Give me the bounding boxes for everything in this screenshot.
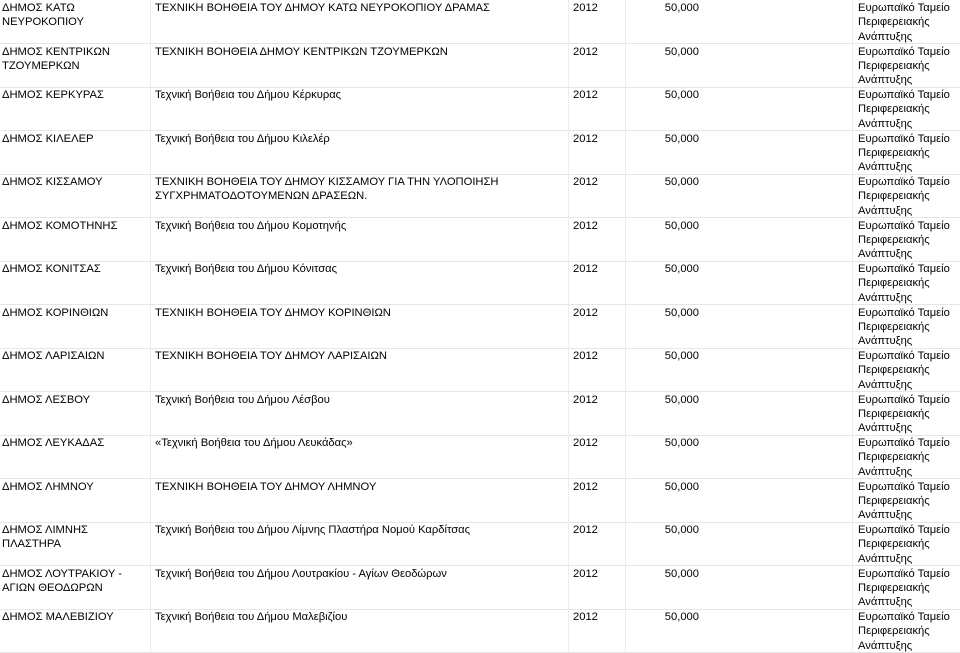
year-cell[interactable]: 2012 [573, 306, 598, 319]
fund-cell[interactable] [858, 1, 960, 44]
table-row[interactable] [0, 88, 960, 131]
municipality-cell[interactable]: ΔΗΜΟΣ ΛΗΜΝΟΥ [2, 480, 94, 493]
fund-text-line: Ανάπτυξης [858, 161, 913, 174]
municipality-cell[interactable]: ΔΗΜΟΣ ΚΟΡΙΝΘΙΩΝ [2, 306, 109, 319]
amount-cell[interactable]: 50,000 [664, 524, 699, 536]
fund-text-line: Περιφερειακής [858, 103, 930, 116]
fund-text-line: Ευρωπαϊκό Ταμείο [858, 524, 950, 536]
fund-text-line: Περιφερειακής [858, 59, 930, 72]
fund-text-line: Ευρωπαϊκό Ταμείο [858, 2, 950, 14]
fund-text-line: Περιφερειακής [858, 625, 930, 638]
table-row[interactable] [0, 393, 960, 436]
fund-text-line: Ανάπτυξης [858, 378, 913, 391]
amount-cell[interactable]: 50,000 [664, 176, 699, 188]
fund-text-line: Ευρωπαϊκό Ταμείο [858, 350, 950, 362]
municipality-cell[interactable]: ΔΗΜΟΣ ΚΙΛΕΛΕΡ [2, 132, 94, 145]
fund-text-line: Ανάπτυξης [858, 291, 913, 304]
year-cell[interactable]: 2012 [573, 176, 598, 188]
amount-cell[interactable]: 50,000 [664, 2, 699, 14]
fund-text-line: Περιφερειακής [858, 190, 930, 203]
fund-text-line: Ευρωπαϊκό Ταμείο [858, 219, 950, 232]
project-title-cell[interactable]: ΤΕΧΝΙΚΗ ΒΟΗΘΕΙΑ ΤΟΥ ΔΗΜΟΥ ΛΑΡΙΣΑΙΩΝ [155, 350, 387, 362]
project-title-cell[interactable]: Τεχνική Βοήθεια του Δήμου Κιλελέρ [155, 132, 330, 145]
year-cell[interactable]: 2012 [573, 393, 598, 406]
fund-cell[interactable] [858, 306, 960, 349]
year-cell[interactable]: 2012 [573, 611, 598, 623]
table-row[interactable] [0, 610, 960, 653]
municipality-cell[interactable]: ΔΗΜΟΣ ΛΙΜΝΗΣ ΠΛΑΣΤΗΡΑ [2, 524, 88, 551]
project-title-cell[interactable]: ΤΕΧΝΙΚΗ ΒΟΗΘΕΙΑ ΔΗΜΟΥ ΚΕΝΤΡΙΚΩΝ ΤΖΟΥΜΕΡΚΩΝ [155, 45, 448, 58]
fund-text-line: Περιφερειακής [858, 581, 930, 594]
amount-cell[interactable]: 50,000 [664, 611, 699, 623]
table-row[interactable] [0, 306, 960, 349]
project-title-cell[interactable]: Τεχνική Βοήθεια του Δήμου Κέρκυρας [155, 89, 342, 101]
municipality-cell[interactable]: ΔΗΜΟΣ ΚΑΤΩ ΝΕΥΡΟΚΟΠΙΟΥ [2, 2, 84, 29]
fund-text-line: Περιφερειακής [858, 494, 930, 507]
fund-text-line: Ανάπτυξης [858, 465, 913, 478]
municipality-cell[interactable]: ΔΗΜΟΣ ΛΑΡΙΣΑΙΩΝ [2, 350, 105, 362]
project-title-cell[interactable]: ΤΕΧΝΙΚΗ ΒΟΗΘΕΙΑ ΤΟΥ ΔΗΜΟΥ ΛΗΜΝΟΥ [155, 480, 377, 493]
table-row[interactable] [0, 523, 960, 566]
fund-text-line: Ανάπτυξης [858, 509, 913, 522]
fund-cell[interactable] [858, 523, 960, 566]
fund-text-line: Περιφερειακής [858, 146, 930, 159]
fund-text-line: Ανάπτυξης [858, 335, 913, 348]
amount-cell[interactable]: 50,000 [664, 219, 699, 232]
amount-cell[interactable]: 50,000 [664, 263, 699, 275]
fund-cell[interactable] [858, 219, 960, 262]
municipality-cell[interactable]: ΔΗΜΟΣ ΛΕΣΒΟΥ [2, 393, 91, 406]
fund-text-line: Περιφερειακής [858, 364, 930, 377]
year-cell[interactable]: 2012 [573, 89, 598, 101]
year-cell[interactable]: 2012 [573, 263, 598, 275]
year-cell[interactable]: 2012 [573, 219, 598, 232]
year-cell[interactable]: 2012 [573, 567, 598, 580]
table-row[interactable] [0, 480, 960, 523]
year-cell[interactable]: 2012 [573, 45, 598, 58]
fund-text-line: Ανάπτυξης [858, 204, 913, 217]
fund-text-line: Ευρωπαϊκό Ταμείο [858, 437, 950, 449]
fund-text-line: Περιφερειακής [858, 407, 930, 420]
municipality-cell[interactable]: ΔΗΜΟΣ ΚΕΡΚΥΡΑΣ [2, 89, 104, 101]
year-cell[interactable]: 2012 [573, 524, 598, 536]
fund-text-line: Ανάπτυξης [858, 74, 913, 87]
fund-text-line: Περιφερειακής [858, 233, 930, 246]
project-title-cell[interactable]: ΤΕΧΝΙΚΗ ΒΟΗΘΕΙΑ ΤΟΥ ΔΗΜΟΥ ΚΑΤΩ ΝΕΥΡΟΚΟΠΙΟΥ ΔΡΑΜΑΣ [155, 2, 490, 14]
project-title-cell[interactable]: Τεχνική Βοήθεια του Δήμου Λουτρακίου - Αγίων Θεοδώρων [155, 567, 447, 580]
fund-cell[interactable] [858, 88, 960, 131]
municipality-cell[interactable]: ΔΗΜΟΣ ΚΟΜΟΤΗΝΗΣ [2, 219, 118, 232]
fund-text-line: Περιφερειακής [858, 538, 930, 551]
fund-text-line: Ευρωπαϊκό Ταμείο [858, 611, 950, 623]
table-row[interactable] [0, 567, 960, 610]
municipality-cell[interactable]: ΔΗΜΟΣ ΚΕΝΤΡΙΚΩΝ ΤΖΟΥΜΕΡΚΩΝ [2, 45, 110, 72]
project-title-cell[interactable]: ΤΕΧΝΙΚΗ ΒΟΗΘΕΙΑ ΤΟΥ ΔΗΜΟΥ ΚΙΣΣΑΜΟΥ ΓΙΑ ΤΗΝ ΥΛΟΠΟΙΗΣΗ ΣΥΓΧΡΗΜΑΤΟΔΟΤΟΥΜΕΝΩΝ ΔΡΑΣΕΩΝ. [155, 176, 499, 203]
table-row[interactable] [0, 45, 960, 88]
project-title-cell[interactable]: Τεχνική Βοήθεια του Δήμου Λέσβου [155, 393, 330, 406]
project-title-cell[interactable]: Τεχνική Βοήθεια του Δήμου Κομοτηνής [155, 219, 347, 232]
project-title-cell[interactable]: Τεχνική Βοήθεια του Δήμου Κόνιτσας [155, 263, 337, 275]
fund-cell[interactable] [858, 480, 960, 523]
fund-cell[interactable] [858, 132, 960, 175]
fund-text-line: Ευρωπαϊκό Ταμείο [858, 132, 950, 145]
amount-cell[interactable]: 50,000 [664, 45, 699, 58]
municipality-cell[interactable]: ΔΗΜΟΣ ΛΕΥΚΑΔΑΣ [2, 437, 105, 449]
table-row[interactable] [0, 262, 960, 305]
fund-cell[interactable] [858, 349, 960, 392]
year-cell[interactable]: 2012 [573, 132, 598, 145]
fund-cell[interactable] [858, 45, 960, 88]
municipality-cell[interactable]: ΔΗΜΟΣ ΛΟΥΤΡΑΚΙΟΥ - ΑΓΙΩΝ ΘΕΟΔΩΡΩΝ [2, 567, 122, 594]
fund-cell[interactable] [858, 567, 960, 610]
fund-text-line: Ευρωπαϊκό Ταμείο [858, 306, 950, 319]
fund-text-line: Ευρωπαϊκό Ταμείο [858, 480, 950, 493]
amount-cell[interactable]: 50,000 [664, 567, 699, 580]
fund-text-line: Ανάπτυξης [858, 30, 913, 43]
project-title-cell[interactable]: Τεχνική Βοήθεια του Δήμου Λίμνης Πλαστήρα Νομού Καρδίτσας [155, 524, 470, 536]
fund-text-line: Ευρωπαϊκό Ταμείο [858, 263, 950, 275]
fund-text-line: Ανάπτυξης [858, 248, 913, 261]
municipality-cell[interactable]: ΔΗΜΟΣ ΚΙΣΣΑΜΟΥ [2, 176, 103, 188]
fund-text-line: Περιφερειακής [858, 277, 930, 290]
fund-text-line: Ευρωπαϊκό Ταμείο [858, 176, 950, 188]
fund-text-line: Ανάπτυξης [858, 552, 913, 565]
amount-cell[interactable]: 50,000 [664, 306, 699, 319]
amount-cell[interactable]: 50,000 [664, 132, 699, 145]
fund-text-line: Ευρωπαϊκό Ταμείο [858, 393, 950, 406]
table-row[interactable] [0, 175, 960, 218]
year-cell[interactable]: 2012 [573, 437, 598, 449]
table-row[interactable] [0, 219, 960, 262]
fund-text-line: Ανάπτυξης [858, 639, 913, 652]
fund-text-line: Περιφερειακής [858, 320, 930, 333]
municipality-cell[interactable]: ΔΗΜΟΣ ΚΟΝΙΤΣΑΣ [2, 263, 101, 275]
table-row[interactable] [0, 436, 960, 479]
fund-text-line: Περιφερειακής [858, 451, 930, 464]
amount-cell[interactable]: 50,000 [664, 89, 699, 101]
table-row[interactable] [0, 349, 960, 392]
amount-cell[interactable]: 50,000 [664, 393, 699, 406]
amount-cell[interactable]: 50,000 [664, 350, 699, 362]
fund-text-line: Ευρωπαϊκό Ταμείο [858, 45, 950, 58]
year-cell[interactable]: 2012 [573, 350, 598, 362]
table-row[interactable] [0, 132, 960, 175]
fund-text-line: Ευρωπαϊκό Ταμείο [858, 89, 950, 101]
project-title-cell[interactable]: «Τεχνική Βοήθεια του Δήμου Λευκάδας» [155, 437, 353, 449]
table-row[interactable] [0, 1, 960, 44]
fund-cell[interactable] [858, 262, 960, 305]
project-title-cell[interactable]: Τεχνική Βοήθεια του Δήμου Μαλεβιζίου [155, 611, 348, 623]
municipality-cell[interactable]: ΔΗΜΟΣ ΜΑΛΕΒΙΖΙΟΥ [2, 611, 114, 623]
fund-text-line: Ανάπτυξης [858, 117, 913, 130]
year-cell[interactable]: 2012 [573, 480, 598, 493]
fund-cell[interactable] [858, 610, 960, 653]
fund-cell[interactable] [858, 436, 960, 479]
fund-text-line: Ανάπτυξης [858, 596, 913, 609]
fund-cell[interactable] [858, 393, 960, 436]
fund-text-line: Περιφερειακής [858, 16, 930, 29]
fund-text-line: Ευρωπαϊκό Ταμείο [858, 567, 950, 580]
fund-text-line: Ανάπτυξης [858, 422, 913, 435]
amount-cell[interactable]: 50,000 [664, 437, 699, 449]
fund-cell[interactable] [858, 175, 960, 218]
project-title-cell[interactable]: ΤΕΧΝΙΚΗ ΒΟΗΘΕΙΑ ΤΟΥ ΔΗΜΟΥ ΚΟΡΙΝΘΙΩΝ [155, 306, 391, 319]
year-cell[interactable]: 2012 [573, 2, 598, 14]
amount-cell[interactable]: 50,000 [664, 480, 699, 493]
